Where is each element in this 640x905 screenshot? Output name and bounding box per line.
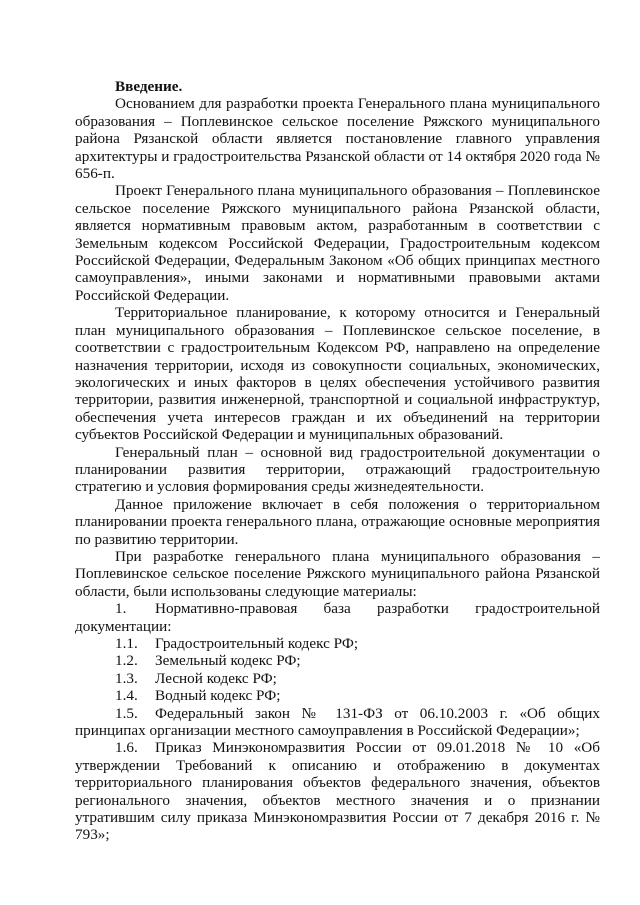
paragraph-general-plan: Генеральный план – основной вид градостроительной документации о планировании развития территории, отражающий градостроительную стратегию и условия формирования среды жизнедеятельности. [75,443,600,496]
list-item-number: 1.1. [115,635,138,652]
list-item-text: Федеральный закон № 131-ФЗ от 06.10.2003 г. «Об общих принципах организации местного самоуправления в Российской Федерации»; [75,704,600,740]
list-item [75,670,600,687]
paragraph-basis: Основанием для разработки проекта Генерального плана муниципального образования – Поплевинское сельское поселение Ряжского муниципального района Рязанской области является постановление главного управления архитектуры и градостроительства Рязанской области от 14 октября 2020 года № 656-п. [75,95,600,183]
list-item-number: 1.3. [115,669,138,687]
list-item-text: Лесной кодекс РФ; [155,669,277,687]
list-item-number: 1.5. [115,704,138,722]
list-item [75,705,600,740]
list-item-number: 1.4. [115,687,138,705]
list-item [75,687,600,704]
list-item-number: 1. [115,600,127,618]
list-item-text: Приказ Минэкономразвития России от 09.01.2018 № 10 «Об утверждении Требований к описанию и отображению в документах территориального планирования объектов федерального значения, объектов регионального значения, объектов местного значения и о признании утратившим силу приказа Минэкономразвития России от 7 декабря 2016 г. № 793»; [75,739,600,844]
list-item-number: 1.2. [115,652,138,670]
list-item [75,600,600,635]
list-item-text: Земельный кодекс РФ; [155,652,301,670]
list-item-text: Нормативно-правовая база разработки градостроительной документации: [75,600,600,635]
paragraph-appendix: Данное приложение включает в себя положения о территориальном планировании проекта генерального плана, отражающие основные мероприятия по развитию территории. [75,495,600,548]
list-item [75,739,600,843]
paragraph-territorial-planning: Территориальное планирование, к которому относится и Генеральный план муниципального образования – Поплевинское сельское поселение, в соответствии с градостроительным Кодексом РФ, направлено на определение назначения территории, исходя из совокупности социальных, экономических, экологических и иных факторов в целях обеспечения устойчивого развития территории, развития инженерной, транспортной и социальной инфраструктур, обеспечения учета интересов граждан и их объединений на территории субъектов Российской Федерации и муниципальных образований. [75,304,600,444]
paragraph-legal-act: Проект Генерального плана муниципального образования – Поплевинское сельское поселение Ряжского муниципального района Рязанской области, является нормативным правовым актом, разработанным в соответствии с Земельным кодексом Российской Федерации, Градостроительным кодексом Российской Федерации, Федеральным Законом «Об общих принципах местного самоуправления», иными законами и нормативными правовыми актами Российской Федерации. [75,182,600,304]
list-item-text: Водный кодекс РФ; [155,687,281,705]
section-heading: Введение. [115,78,183,95]
list-item [75,635,600,652]
list-item-text: Градостроительный кодекс РФ; [155,635,359,652]
paragraph-materials: При разработке генерального плана муниципального образования – Поплевинское сельское поселение Ряжского муниципального района Рязанской области, были использованы следующие материалы: [75,547,600,600]
list-item-number: 1.6. [115,739,138,757]
list-item [75,652,600,669]
